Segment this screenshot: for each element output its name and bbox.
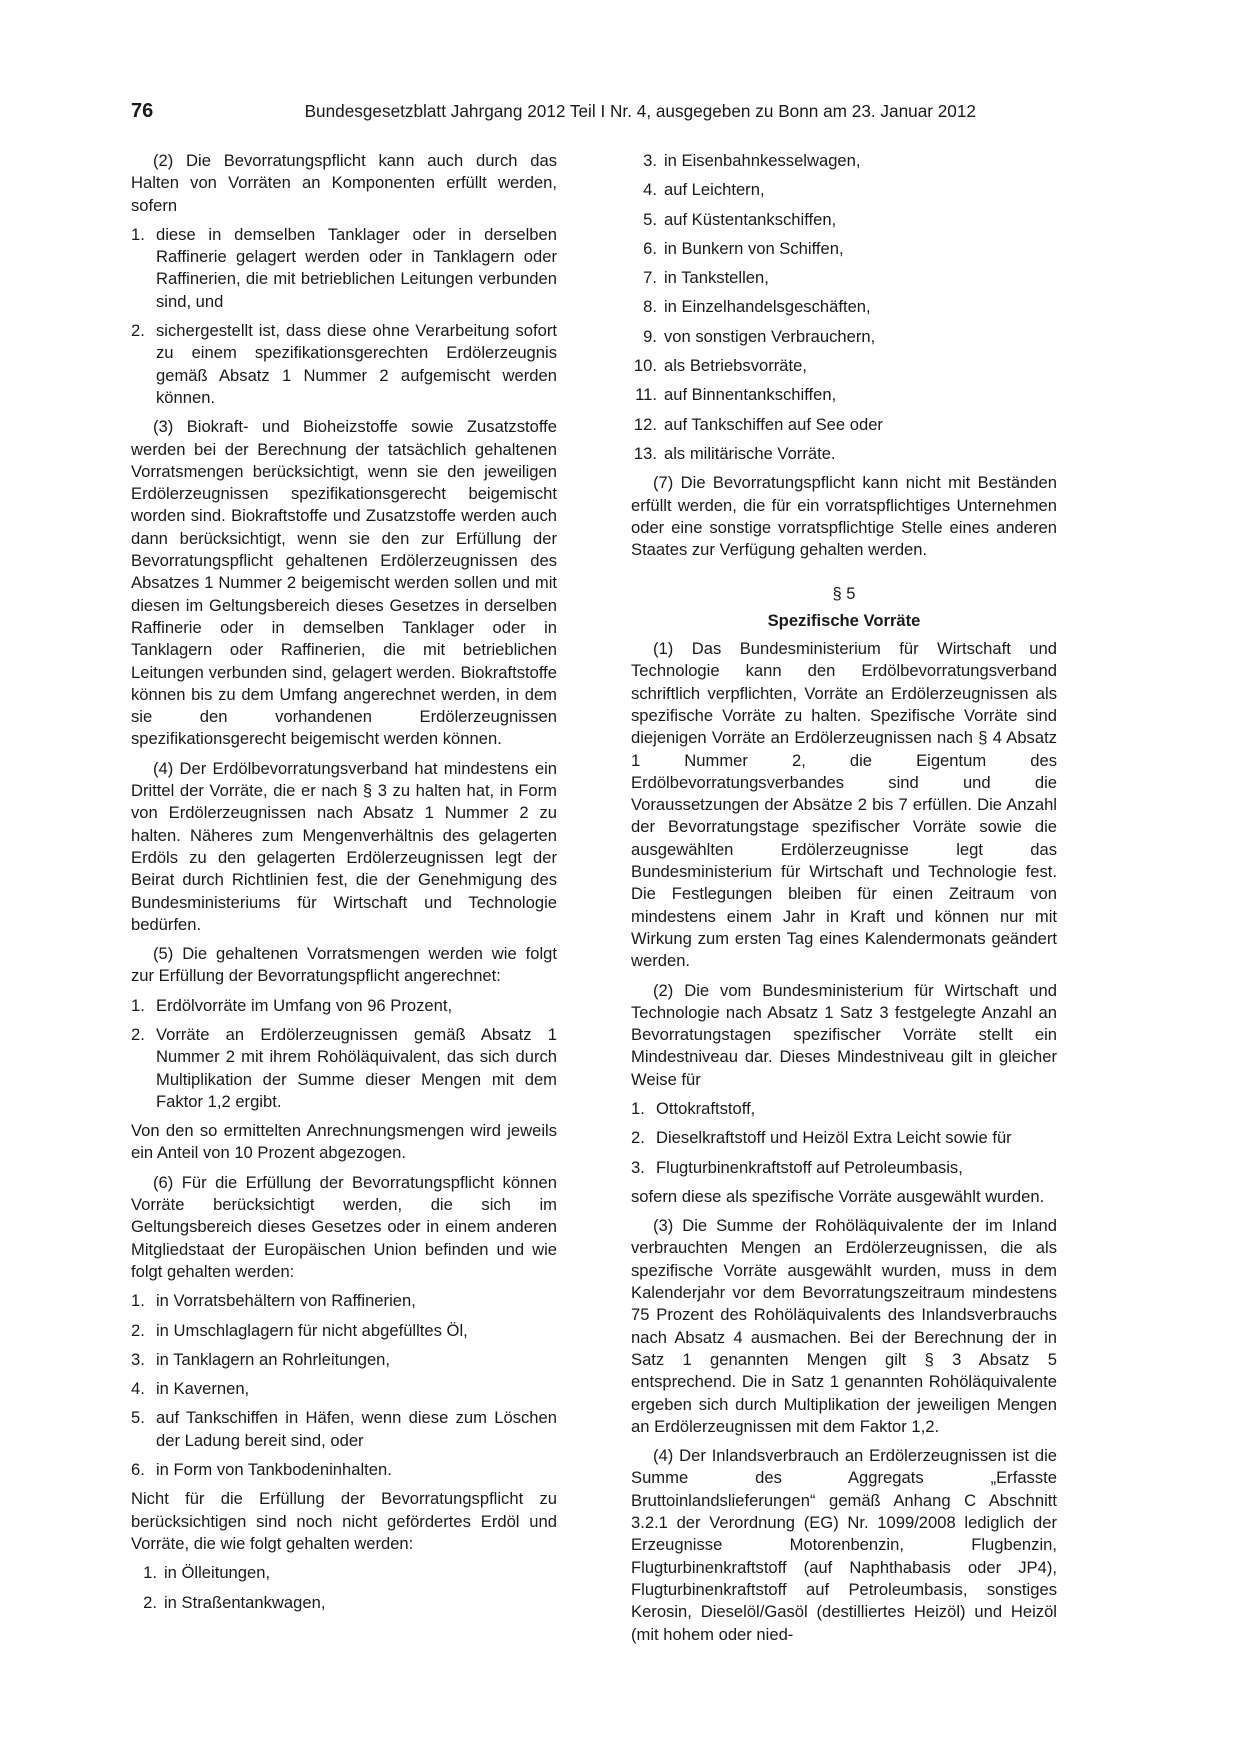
list-text: in Vorratsbehältern von Raffinerien,	[156, 1291, 416, 1311]
list-text: in Tanklagern an Rohrleitungen,	[156, 1349, 391, 1369]
list-number: 2.	[131, 321, 145, 341]
section-5-paragraph-4: (4) Der Inlandsverbrauch an Erdölerzeugnissen ist die Summe des Aggregats „Erfasste Bruttoinlandslieferungen“ gemäß Anhang C Abschnitt 3.2.1 der Verordnung (EG) Nr. 1099/2008 lediglich der Erzeugnisse Motorenbenzin, Flugbenzin, Flugturbinenkraftstoff (auf Naphthabasis oder JP4), Flugturbinenkraftstoff auf Petroleumbasis, sonstiges Kerosin, Dieselöl/Gasöl (destilliertes Heizöl) und Heizöl (mit hohem oder nied-	[631, 1446, 1057, 1644]
list-number: 8.	[643, 297, 657, 317]
list-text: in Eisenbahnkesselwagen,	[664, 151, 861, 170]
list-text: diese in demselben Tanklager oder in derselben Raffinerie gelagert werden oder in Tanklagern oder Raffinerien, die mit betrieblichen Leitungen verbunden sind, und	[156, 224, 557, 311]
list-text: auf Leichtern,	[664, 180, 765, 200]
list-number: 2.	[131, 1024, 145, 1044]
list-number: 1.	[143, 1563, 157, 1583]
list-item	[631, 355, 1057, 377]
list-text: von sonstigen Verbrauchern,	[664, 326, 876, 346]
list-item	[131, 995, 557, 1017]
section-5-paragraph-1: (1) Das Bundesministerium für Wirtschaft und Technologie kann den Erdölbevorratungsverband schriftlich verpflichten, Vorräte an Erdölerzeugnissen als spezifische Vorräte zu halten. Spezifische Vorräte sind diejenigen Vorräte an Erdölerzeugnissen nach § 4 Absatz 1 Nummer 2, die Eigentum des Erdölbevorratungsverbandes sind und die Voraussetzungen der Absätze 2 bis 7 erfüllen. Die Anzahl der Bevorratungstage spezifischer Vorräte sowie die ausgewählten Erdölerzeugnisse legt das Bundesministerium für Wirtschaft und Technologie fest. Die Festlegungen bleiben für einen Zeitraum von mindestens einem Jahr in Kraft und können nur mit Wirkung zum ersten Tag eines Kalendermonats geändert werden.	[631, 639, 1057, 971]
list-number: 12.	[633, 414, 657, 434]
list-number: 7.	[643, 268, 657, 288]
list-text: in Straßentankwagen,	[164, 1592, 326, 1612]
paragraph-7: (7) Die Bevorratungspflicht kann nicht mit Beständen erfüllt werden, die für ein vorratspflichtiges Unternehmen oder eine sonstige vorratspflichtige Stelle eines anderen Staates zur Verfügung gehalten werden.	[631, 473, 1057, 560]
list-item	[131, 1378, 557, 1400]
list-text: in Tankstellen,	[664, 268, 769, 288]
list-number: 3.	[131, 1349, 145, 1369]
list-text: Ottokraftstoff,	[656, 1098, 756, 1118]
list-number: 9.	[643, 326, 657, 346]
section-5-paragraph-3: (3) Die Summe der Rohöläquivalente der im Inland verbrauchten Mengen an Erdölerzeugnissen, die als spezifische Vorräte ausgewählt wurden, muss in dem Kalenderjahr vor dem Bevorratungszeitraum mindestens 75 Prozent des Rohöläquivalents des Inlandsverbrauchs nach Absatz 4 ausmachen. Bei der Berechnung der in Satz 1 genannten Mengen gilt § 3 Absatz 5 entsprechend. Die in Satz 1 genannten Rohöläquivalente ergeben sich durch Multiplikation der jeweiligen Mengen an Erdölerzeugnissen mit dem Faktor 1,2.	[631, 1216, 1057, 1436]
list-item	[631, 296, 1057, 318]
section-5-paragraph-2-continuation: sofern diese als spezifische Vorräte ausgewählt wurden.	[631, 1186, 1045, 1206]
list-item	[631, 384, 1057, 406]
list-item	[631, 209, 1057, 231]
list-item	[131, 320, 557, 409]
list-number: 11.	[635, 385, 657, 405]
list-number: 13.	[633, 443, 657, 463]
list-item	[631, 1098, 1057, 1120]
list-text: Dieselkraftstoff und Heizöl Extra Leicht sowie für	[656, 1128, 1012, 1148]
list-item	[131, 1459, 557, 1481]
exclusion-list	[131, 1562, 557, 1614]
list-text: auf Küstentankschiffen,	[664, 209, 837, 229]
paragraph-6: (6) Für die Erfüllung der Bevorratungspflicht können Vorräte berücksichtigt werden, die sich im Geltungsbereich dieses Gesetzes oder in einem anderen Mitgliedstaat der Europäischen Union befinden und wie folgt gehalten werden:	[131, 1172, 557, 1281]
list-number: 1.	[631, 1098, 645, 1118]
list-item	[131, 1562, 557, 1584]
list-item	[631, 414, 1057, 436]
list-number: 3.	[643, 151, 657, 170]
list-text: in Umschlaglagern für nicht abgefülltes Öl,	[156, 1320, 468, 1340]
list-item	[131, 1320, 557, 1342]
section-number: § 5	[832, 584, 856, 604]
list-text: in Kavernen,	[156, 1379, 250, 1399]
list-item	[631, 326, 1057, 348]
page-number: 76	[131, 100, 154, 122]
list-item	[631, 238, 1057, 260]
list-number: 5.	[131, 1408, 145, 1428]
list-item	[131, 1349, 557, 1371]
list-item	[131, 1024, 557, 1113]
left-column	[131, 150, 557, 1621]
paragraph-2: (2) Die Bevorratungspflicht kann auch durch das Halten von Vorräten an Komponenten erfüllt werden, sofern	[131, 151, 557, 215]
list-number: 2.	[143, 1592, 157, 1612]
list-number: 1.	[131, 1291, 145, 1311]
list-item	[631, 179, 1057, 201]
section-5-paragraph-2: (2) Die vom Bundesministerium für Wirtschaft und Technologie nach Absatz 1 Satz 3 festgelegte Anzahl an Bevorratungstagen spezifischer Vorräte stellt ein Mindestniveau dar. Dieses Mindestniveau gilt in gleicher Weise für	[631, 980, 1057, 1089]
list-text: in Einzelhandelsgeschäften,	[664, 297, 871, 317]
list-text: Vorräte an Erdölerzeugnissen gemäß Absatz 1 Nummer 2 mit ihrem Rohöläquivalent, das sich durch Multiplikation der Summe dieser Mengen mit dem Faktor 1,2 ergibt.	[156, 1024, 557, 1111]
list-item	[131, 224, 557, 313]
list-number: 5.	[643, 209, 657, 229]
paragraph-6-continuation: Nicht für die Erfüllung der Bevorratungspflicht zu berücksichtigen sind noch nicht gefördertes Erdöl und Vorräte, die wie folgt gehalten werden:	[131, 1489, 557, 1553]
list-item	[631, 1157, 1057, 1179]
list-item	[631, 1127, 1057, 1149]
list-text: auf Binnentankschiffen,	[664, 385, 837, 405]
exclusion-list-continued	[631, 150, 1057, 465]
paragraph-5-continuation: Von den so ermittelten Anrechnungsmengen wird jeweils ein Anteil von 10 Prozent abgezogen.	[131, 1121, 557, 1163]
list-number: 1.	[131, 995, 145, 1015]
list-text: in Ölleitungen,	[164, 1563, 271, 1583]
list-number: 1.	[131, 224, 145, 244]
list-text: auf Tankschiffen auf See oder	[664, 414, 883, 434]
list-number: 4.	[131, 1379, 145, 1399]
list-text: als Betriebsvorräte,	[664, 356, 807, 376]
list-text: auf Tankschiffen in Häfen, wenn diese zum Löschen der Ladung bereit sind, oder	[156, 1408, 557, 1450]
list-item	[131, 1290, 557, 1312]
list-item	[131, 1592, 557, 1614]
list-number: 10.	[633, 356, 657, 376]
list-item	[631, 267, 1057, 289]
list-number: 2.	[131, 1320, 145, 1340]
paragraph-3: (3) Biokraft- und Bioheizstoffe sowie Zusatzstoffe werden bei der Berechnung der tatsächlich gehaltenen Vorratsmengen berücksichtigt, wenn sie den jeweiligen Erdölerzeugnissen spezifikationsgerecht beigemischt worden sind. Biokraftstoffe und Zusatzstoffe werden auch dann berücksichtigt, wenn sie den zur Erfüllung der Bevorratungspflicht gehaltenen Erdölerzeugnissen des Absatzes 1 Nummer 2 beigemischt werden sollen und mit diesen im Geltungsbereich dieses Gesetzes in derselben Raffinerie oder in demselben Tanklager oder in Tanklagern oder Raffinerien, die mit betrieblichen Leitungen verbunden sind, gelagert werden. Biokraftstoffe können bis zu dem Umfang angerechnet werden, in dem sie den vorhandenen Erdölerzeugnissen spezifikationsgerecht beigemischt werden können.	[131, 417, 557, 749]
list-item	[631, 150, 1057, 172]
list-text: Erdölvorräte im Umfang von 96 Prozent,	[156, 995, 453, 1015]
list-text: als militärische Vorräte.	[664, 443, 836, 463]
list-text: in Form von Tankbodeninhalten.	[156, 1460, 392, 1480]
page-header	[131, 100, 976, 126]
list-number: 3.	[631, 1157, 645, 1177]
list-text: in Bunkern von Schiffen,	[664, 238, 844, 258]
section-title: Spezifische Vorräte	[767, 610, 921, 630]
list-number: 4.	[643, 180, 657, 200]
paragraph-4: (4) Der Erdölbevorratungsverband hat mindestens ein Drittel der Vorräte, die er nach § 3 zu halten hat, in Form von Erdölerzeugnissen nach Absatz 1 Nummer 2 zu halten. Näheres zum Mengenverhältnis des gelagerten Erdöls zu den gelagerten Erdölerzeugnissen legt der Beirat durch Richtlinien fest, die der Genehmigung des Bundesministeriums für Wirtschaft und Technologie bedürfen.	[131, 758, 557, 934]
list-text: sichergestellt ist, dass diese ohne Verarbeitung sofort zu einem spezifikationsgerechten Erdölerzeugnis gemäß Absatz 1 Nummer 2 aufgemischt werden können.	[156, 321, 557, 407]
right-column	[631, 150, 1057, 1653]
list-number: 6.	[643, 238, 657, 258]
list-text: Flugturbinenkraftstoff auf Petroleumbasis,	[656, 1157, 963, 1177]
running-title: Bundesgesetzblatt Jahrgang 2012 Teil I Nr. 4, ausgegeben zu Bonn am 23. Januar 2012	[304, 101, 976, 121]
paragraph-5: (5) Die gehaltenen Vorratsmengen werden wie folgt zur Erfüllung der Bevorratungspflicht angerechnet:	[131, 944, 557, 986]
list-item	[631, 443, 1057, 465]
list-number: 6.	[131, 1460, 145, 1480]
list-item	[131, 1407, 557, 1452]
list-number: 2.	[631, 1128, 645, 1148]
